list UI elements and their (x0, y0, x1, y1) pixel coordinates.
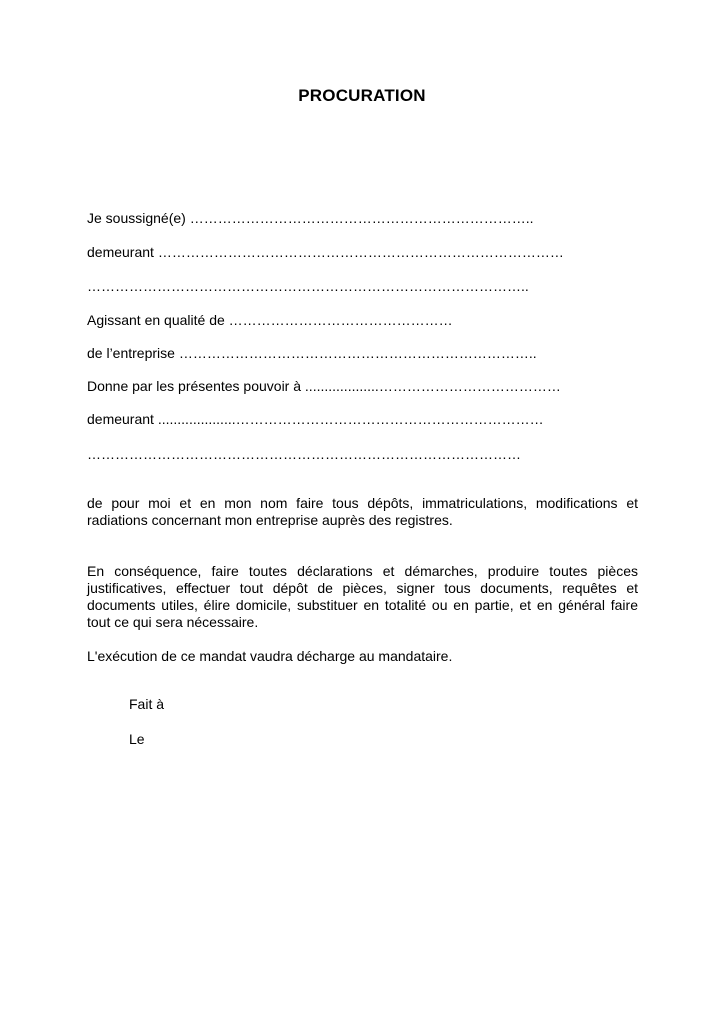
field-pouvoir: Donne par les présentes pouvoir à ...................………………………………… (87, 378, 561, 394)
paragraph-discharge: L'exécution de ce mandat vaudra décharge au mandataire. (87, 648, 453, 664)
field-entreprise: de l’entreprise ………………………………………………………………….. (87, 345, 537, 361)
document-title: PROCURATION (298, 86, 426, 105)
field-address-continued: ………………………………………………………………………………….. (87, 278, 529, 294)
field-qualite: Agissant en qualité de ………………………………………… (87, 312, 453, 328)
signature-place-label: Fait à (129, 696, 165, 712)
paragraph-consequences: En conséquence, faire toutes déclarations et démarches, produire toutes pièces justificatives, effectuer tout dépôt de pièces, signer tous documents, requêtes et documents utiles, élire domicile, substituer en totalité ou en partie, et en général faire tout ce qui sera nécessaire. (87, 563, 638, 630)
field-mandataire-address-continued: ………………………………………………………………………………… (87, 446, 521, 462)
paragraph-mandate-scope: de pour moi et en mon nom faire tous dépôts, immatriculations, modifications et radiations concernant mon entreprise auprès des registres. (87, 495, 638, 528)
signature-date-label: Le (129, 731, 145, 747)
field-soussigne: Je soussigné(e) ……………………………………………………………….. (87, 210, 534, 226)
field-demeurant: demeurant …………………………………………………………………………… (87, 244, 564, 260)
field-mandataire-demeurant: demeurant ....................………………………………………………………… (87, 411, 544, 427)
